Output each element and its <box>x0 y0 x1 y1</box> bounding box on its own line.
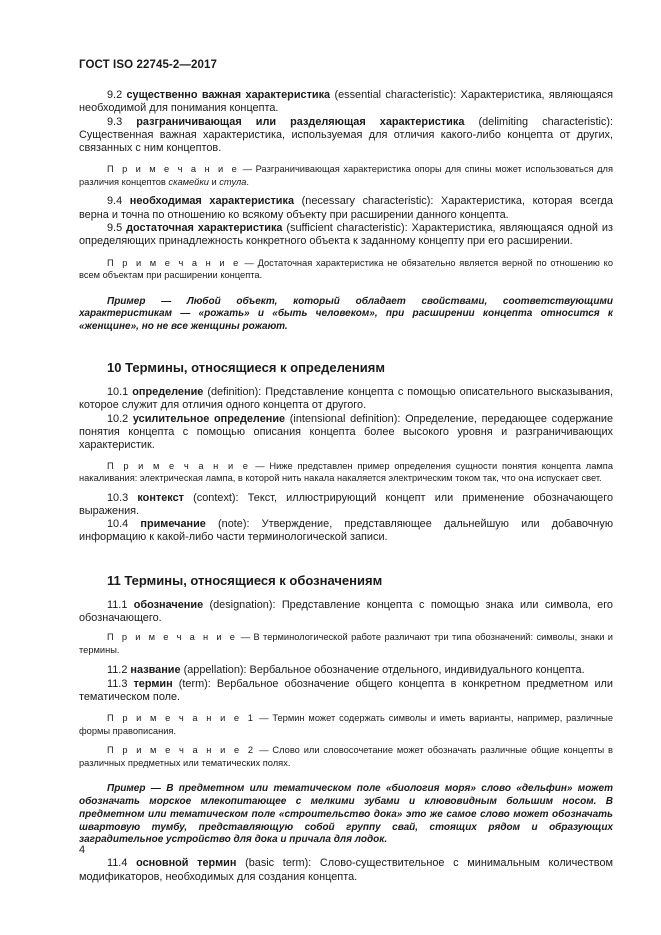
term-name: примечание <box>140 518 206 531</box>
section-10-heading: 10 Термины, относящиеся к определениям <box>107 360 385 376</box>
term-10-4: 10.4 примечание (note): Утверждение, представляющее дальнейшую или добавочную информацию к какой-либо части терминологической записи. <box>79 518 613 544</box>
term-10-3: 10.3 контекст (context): Текст, иллюстрирующий концепт или применение обозначающего выражения. <box>79 491 613 517</box>
term-10-2: 10.2 усилительное определение (intensional definition): Определение, передающее содержание понятия концепта с помощью описания концепта более высокого уровня и разграничивающих характеристик. <box>79 412 614 452</box>
term-11-2: 11.2 название (appellation): Вербальное обозначение отдельного, индивидуального концепта. <box>107 664 585 677</box>
page-header: ГОСТ ISO 22745-2—2017 <box>79 59 217 71</box>
section-11-heading: 11 Термины, относящиеся к обозначениям <box>107 572 383 588</box>
term-name: существенно важная характеристика <box>126 89 331 101</box>
term-name: название <box>130 664 181 677</box>
term-9-4: 9.4 необходимая характеристика (necessary characteristic): Характеристика, которая всегда верна и точна по отношению ко всякому объекту при расширении данного концепта. <box>79 195 613 221</box>
term-name: основной термин <box>136 857 237 870</box>
term-name: разграничивающая или разделяющая характеристика <box>136 115 465 128</box>
term-name: достаточная характеристика <box>126 222 283 235</box>
term-name: усилительное определение <box>132 412 286 425</box>
note-11-1: П р и м е ч а н и е — В терминологической работе различают три типа обозначений: символы, знаки и термины. <box>79 632 613 655</box>
term-name: необходимая характеристика <box>129 195 295 208</box>
term-11-3: 11.3 термин (term): Вербальное обозначение общего концепта в конкретном предметном или тематическом поле. <box>79 677 613 703</box>
note-9-3: П р и м е ч а н и е — Разграничивающая характеристика опоры для спины может использоваться для различия концептов скамейки и стула. <box>79 164 613 187</box>
page-content <box>79 89 613 884</box>
term-name: обозначение <box>133 598 204 611</box>
note-9-5: П р и м е ч а н и е — Достаточная характеристика не обязательно является верной по отношению ко всем объектам при расширении концепта. <box>79 257 613 281</box>
term-name: определение <box>132 386 204 399</box>
term-9-2: 9.2 существенно важная характеристика (essential characteristic): Характеристика, являющаяся необходимой для понимания концепта. <box>79 89 613 115</box>
term-9-3: 9.3 разграничивающая или разделяющая характеристика (delimiting characteristic): Существенная важная характеристика, используемая для отличия какого-либо концепта от других, связанных с ним концептов. <box>79 115 613 155</box>
term-11-4: 11.4 основной термин (basic term): Слово-существительное с минимальным количеством модификаторов, необходимых для создания концепта. <box>79 857 614 883</box>
note-11-3-1: П р и м е ч а н и е 1 — Термин может содержать символы и иметь варианты, например, различные формы правописания. <box>79 713 613 736</box>
term-10-1: 10.1 определение (definition): Представление концепта с помощью описательного высказывания, которое служит для отличия одного концепта от другого. <box>79 386 613 412</box>
term-11-1: 11.1 обозначение (designation): Представление концепта с помощью знака или символа, его обозначающего. <box>79 598 613 625</box>
term-9-5: 9.5 достаточная характеристика (sufficient characteristic): Характеристика, являющаяся одной из определяющих принадлежность конкретного объекта к заданному концепту при его расширении. <box>79 222 613 248</box>
note-11-3-2: П р и м е ч а н и е 2 — Слово или словосочетание может обозначать различные общие концепты в различных предметных или тематических полях. <box>79 745 613 768</box>
example-11: Пример — В предметном или тематическом поле «биология моря» слово «дельфин» может обозначать морское млекопитающее с мелкими зубами и клювовидным большим носом. В предметном или тематическом поле «строительство дока» это же самое слово может обозначать швартовую тумбу, представляющую собой группу свай, стоящих рядом и образующих заградительное устройство для дока и причала для лодок. <box>79 783 613 846</box>
term-name: контекст <box>137 491 185 504</box>
note-10-2: П р и м е ч а н и е — Ниже представлен пример определения сущности понятия концепта лампа накаливания: электрическая лампа, в которой нить накала накаляется электрическим током так, что она испускает свет. <box>79 460 613 484</box>
page-number: 4 <box>79 844 86 856</box>
example-9: Пример — Любой объект, который обладает свойствами, соответствующими характеристикам — «рожать» и «быть человеком», при расширении концепта относится к «женщине», но не все женщины рожают. <box>79 295 613 333</box>
term-name: термин <box>133 677 173 690</box>
